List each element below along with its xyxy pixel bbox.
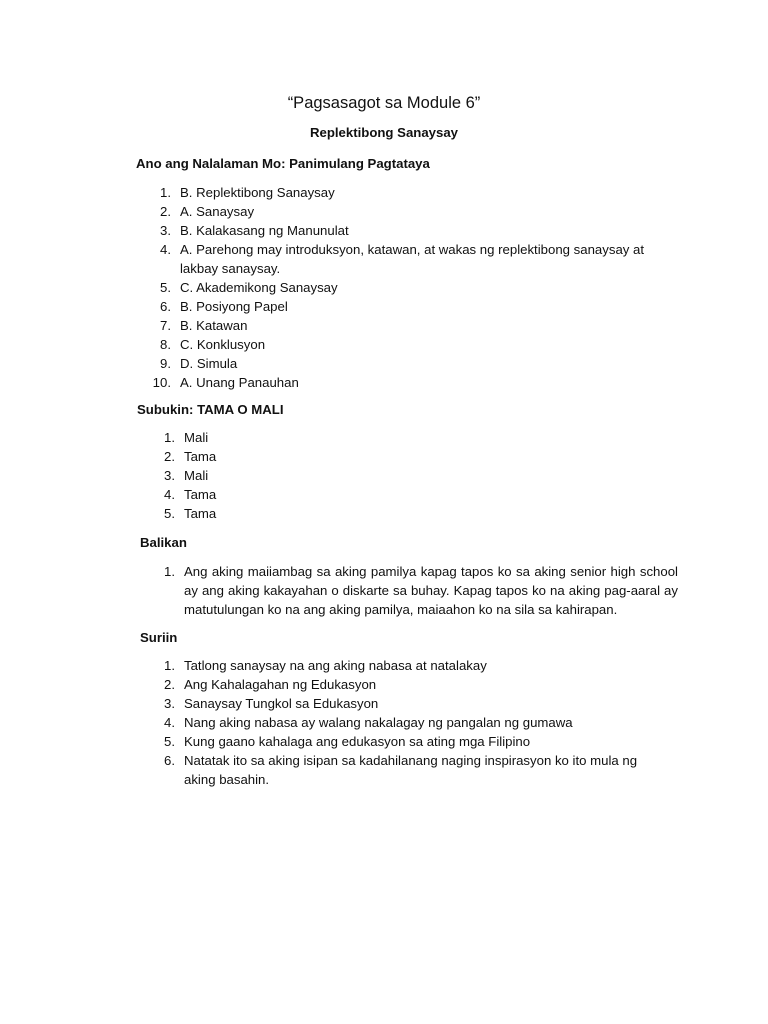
item-text: B. Posiyong Papel [180,299,288,314]
item-text: Nang aking nabasa ay walang nakalagay ng pangalan ng gumawa [184,715,573,730]
list-item [142,183,662,202]
item-number: 10. [152,375,171,390]
item-number: 2. [160,204,171,219]
item-number: 3. [164,468,175,483]
item-text: B. Replektibong Sanaysay [180,185,335,200]
item-text: A. Sanaysay [180,204,255,219]
list-item [142,354,662,373]
item-number: 8. [160,337,171,352]
item-text: Tama [184,449,217,464]
item-text: Mali [184,430,209,445]
item-text: Ang aking maiiambag sa aking pamilya kapag tapos ko sa aking senior high school ay ang aking kakayahan o diskarte sa buhay. Kapag tapos ko na aking pag-aaral ay matutulungan ko na ang aking pamilya, maiaahon ko na sila sa kahirapan. [184,564,678,617]
section-heading-suriin: Suriin [140,630,178,645]
list-item [142,447,662,466]
item-text: Tama [184,487,217,502]
list-item [142,316,662,335]
answer-list-suriin [142,656,662,789]
item-text: Natatak ito sa aking isipan sa kadahilanang naging inspirasyon ko ito mula ng aking basahin. [184,753,638,787]
document-title: “Pagsasagot sa Module 6” [287,94,481,112]
item-number: 5. [164,506,175,521]
list-item [142,713,662,732]
item-number: 2. [164,449,175,464]
answer-list-balikan [142,562,678,619]
list-item [142,656,662,675]
item-text: Mali [184,468,209,483]
list-item [142,675,662,694]
item-number: 4. [164,715,175,730]
document-subtitle: Replektibong Sanaysay [309,125,459,140]
list-item [142,504,662,523]
list-item [142,732,662,751]
list-item [142,240,662,278]
item-number: 6. [164,753,175,768]
list-item [142,694,662,713]
list-item [142,373,662,392]
item-text: Tatlong sanaysay na ang aking nabasa at natalakay [184,658,487,673]
list-item [142,466,662,485]
item-text: B. Katawan [180,318,248,333]
item-number: 4. [160,242,171,257]
list-item [142,278,662,297]
item-number: 3. [164,696,175,711]
item-number: 9. [160,356,171,371]
item-text: Ang Kahalagahan ng Edukasyon [184,677,377,692]
item-number: 1. [164,564,175,579]
item-number: 1. [164,430,175,445]
item-number: 1. [160,185,171,200]
list-item [142,428,662,447]
item-text: Kung gaano kahalaga ang edukasyon sa ating mga Filipino [184,734,531,749]
section-heading-panimulang-pagtataya: Ano ang Nalalaman Mo: Panimulang Pagtataya [136,156,430,171]
item-text: C. Akademikong Sanaysay [180,280,338,295]
item-text: Sanaysay Tungkol sa Edukasyon [184,696,379,711]
list-item [142,221,662,240]
item-number: 5. [160,280,171,295]
item-text: A. Parehong may introduksyon, katawan, at wakas ng replektibong sanaysay at lakbay sanaysay. [180,242,645,276]
answer-list-panimulang-pagtataya [142,183,662,392]
list-item [142,297,662,316]
item-text: B. Kalakasang ng Manunulat [180,223,349,238]
list-item [142,751,662,789]
item-text: A. Unang Panauhan [180,375,299,390]
item-number: 7. [160,318,171,333]
answer-list-subukin [142,428,662,523]
list-item [142,485,662,504]
item-number: 3. [160,223,171,238]
item-number: 4. [164,487,175,502]
list-item [142,202,662,221]
item-number: 6. [160,299,171,314]
item-number: 1. [164,658,175,673]
item-text: D. Simula [180,356,238,371]
list-item [142,335,662,354]
item-number: 2. [164,677,175,692]
section-heading-balikan: Balikan [140,535,187,550]
item-text: C. Konklusyon [180,337,266,352]
item-number: 5. [164,734,175,749]
section-heading-subukin: Subukin: TAMA O MALI [137,402,284,417]
list-item [142,562,678,619]
item-text: Tama [184,506,217,521]
